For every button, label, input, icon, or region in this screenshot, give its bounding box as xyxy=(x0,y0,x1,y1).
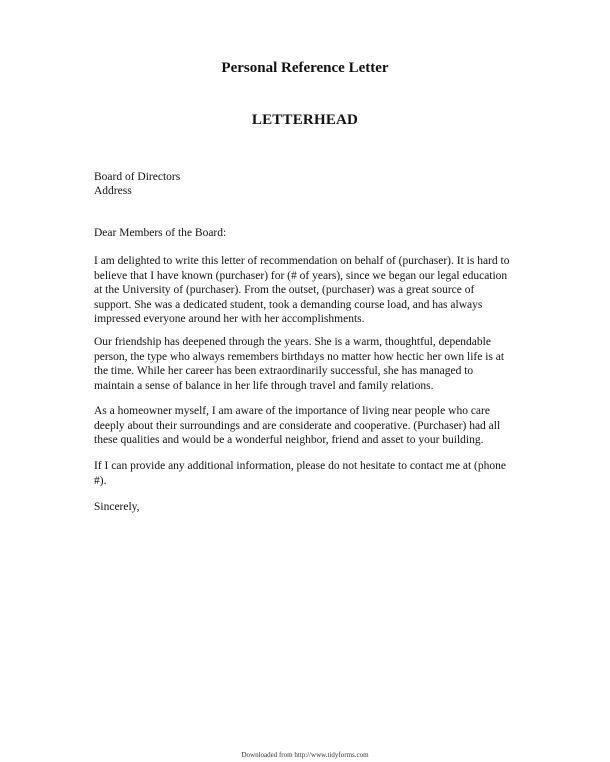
letter-paragraph-2 xyxy=(94,335,510,393)
salutation xyxy=(94,226,510,241)
paragraph-text: If I can provide any additional information, please do not hesitate to contact me at (phone #). xyxy=(94,460,506,487)
document-title: Personal Reference Letter xyxy=(221,60,389,76)
letter-paragraph-1 xyxy=(94,254,510,327)
letter-paragraph-4 xyxy=(94,459,510,488)
paragraph-text: Our friendship has deepened through the years. She is a warm, thoughtful, dependable person, the type who always remembers birthdays no matter how hectic her own life is at the time. While her career has been extraordinarily successful, she has managed to maintain a sense of balance in her life through travel and family relations. xyxy=(94,336,505,392)
paragraph-text: As a homeowner myself, I am aware of the importance of living near people who care deeply about their surroundings and are considerate and cooperative. (Purchaser) had all these qualities and would be a wonderful neighbor, friend and asset to your building. xyxy=(94,405,501,447)
closing xyxy=(94,500,510,515)
closing-text: Sincerely, xyxy=(94,501,140,513)
recipient-block xyxy=(94,170,180,198)
salutation-text: Dear Members of the Board: xyxy=(94,227,227,239)
letter-paragraph-3 xyxy=(94,404,510,448)
recipient-address: Address xyxy=(94,185,132,197)
paragraph-text: I am delighted to write this letter of recommendation on behalf of (purchaser). It is hard to believe that I have known (purchaser) for (# of years), since we began our legal education at the University of (purchaser). From the outset, (purchaser) was a great source of support. She was a dedicated student, took a demanding course load, and has always impressed everyone around her with her accomplishments. xyxy=(94,255,510,326)
recipient-name: Board of Directors xyxy=(94,171,181,183)
letterhead: LETTERHEAD xyxy=(251,112,359,128)
download-footer: Downloaded from http://www.tidyforms.com xyxy=(241,751,369,759)
